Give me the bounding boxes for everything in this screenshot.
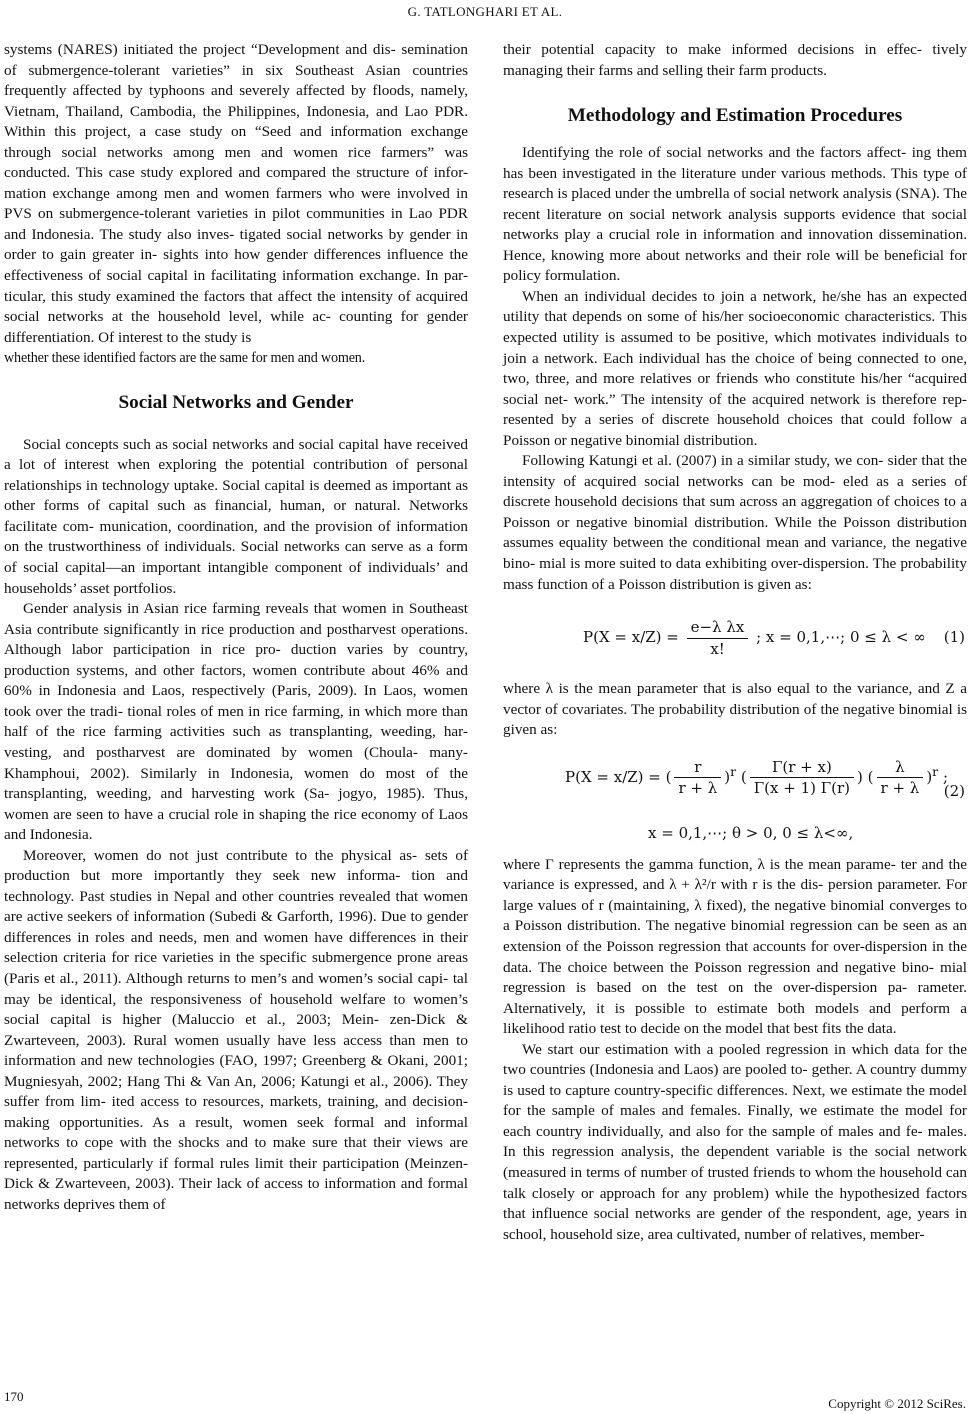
right-paragraph-6: where Γ represents the gamma function, λ is the mean parame- ter and the variance is expressed, and λ + λ²/r with r is the dis- persion parameter. For large values of r (maintaining, λ fixed), the negative binomial converges to a Poisson distribution. The negative binomial regression can be seen as an extension of the Poisson regression that accounts for over-dispersion in the data. The choice between the Poisson regression and negative bino- mial regression is based on the test on the over-dispersion pa- rameter. Alternatively, it is possible to estimate both models and perform a likelihood ratio test to decide on the model that best fits the data. [503,855,967,1038]
copyright-notice: Copyright © 2012 SciRes. [828,1396,966,1411]
eq2-f1-denominator: r + λ [678,779,718,798]
eq1-numerator: e−λ λx [687,617,749,639]
eq2-lhs: P(X = x/Z) = [565,767,661,786]
eq2-f2-numerator: Γ(r + x) [750,757,854,779]
running-head: G. TATLONGHARI ET AL. [407,4,563,19]
eq2-f3-denominator: r + λ [880,779,920,798]
right-paragraph-4: Following Katungi et al. (2007) in a similar study, we con- sider that the intensity of acquired social networks can be mod- eled as a series of discrete household decisions that sum across an aggregation of choices to a Poisson or negative binomial distribution. While the Poisson distribution assumes equality between the conditional mean and variance, the negative bino- mial is more suited to data exhibiting over-dispersion. The probability mass function of a Poisson distribution is given as: [503,452,967,593]
right-paragraph-7: We start our estimation with a pooled regression in which data for the two countries (Indonesia and Laos) are pooled to- gether. A country dummy is used to capture country-specific differences. Next, we estimate the model for the sample of males and females. Finally, we estimate the model for each country individually, and also for the sample of males and fe- males. In this regression analysis, the dependent variable is the social network (measured in terms of number of trusted friends to whom the household can talk closely or approach for any problem) while the hypothesized factors that influence social networks are gender of the respondent, age, years in school, household size, area cultivated, number of relatives, member- [503,1040,967,1243]
page-number: 170 [4,1389,24,1404]
left-paragraph-2: Social concepts such as social networks and social capital have received a lot of interest when exploring the potential contribution of personal relationships in technology uptake. Social capital is deemed as important as other forms of capital such as financial, human, or natural. Networks facilitate com- munication, coordination, and the provision of information on the trustworthiness of individuals. Social networks can serve as a form of social capital—an important intangible component of individuals’ and households’ asset portfolios. [4,435,468,597]
eq1-fraction [687,617,749,659]
eq2-exponent-1: r [730,763,737,779]
eq2-f2-denominator: Γ(x + 1) Γ(r) [753,779,851,798]
eq1-condition: ; x = 0,1,⋯; 0 ≤ λ < ∞ [756,628,926,647]
equation-2: P(X = x/Z) = ( $\frac{r}{r + \lambda}$ )$^r$ ( $\frac{\Gamma(r + x)}{\Gamma(x + 1) \Gamma(r)}$ ) ( $\frac{\lambda}{r + \lambda}$ )$^r$ ; (2) x = 0,1,⋯; θ > 0, 0 ≤ λ<∞, [565,757,965,842]
eq2-condition: x = 0,1,⋯; θ > 0, 0 ≤ λ<∞, [648,823,854,842]
eq1-number: (1) [943,628,965,647]
right-column [503,40,967,1245]
right-paragraph-1: their potential capacity to make informed decisions in effec- tively managing their farms and selling their farm products. [503,41,967,79]
eq1-lhs: P(X = x/Z) = [583,628,679,647]
eq2-fraction-3 [877,757,924,799]
equation-1 [503,607,967,669]
section-heading-social-networks: Social Networks and Gender [118,391,354,413]
left-column [4,40,468,1216]
right-paragraph-5: where λ is the mean parameter that is also equal to the variance, and Z a vector of covariates. The probability distribution of the negative binomial is given as: [503,680,967,739]
left-paragraph-1-tail: whether these identified factors are the same for men and women. [4,350,366,367]
eq2-f3-numerator: λ [877,757,924,779]
eq2-f1-numerator: r [674,757,721,779]
right-paragraph-3: When an individual decides to join a network, he/she has an expected utility that depends on some of his/her socioeconomic characteristics. This expected utility is assumed to be positive, which motivates individuals to join a network. Each individual has the choice of being connected to one, two, three, and more relatives or friends who constitute his/her “acquired social net- work.” The intensity of the acquired network is therefore rep- resented by a series of discrete household choices that could follow a Poisson or negative binomial distribution. [503,287,967,449]
eq1-denominator: x! [710,639,725,658]
eq2-number: (2) [943,781,965,800]
left-paragraph-3: Gender analysis in Asian rice farming reveals that women in Southeast Asia contribute significantly in rice production and postharvest operations. Although labor participation in rice pro- duction varies by country, production systems, and other factors, women contribute about 46% and 60% in Indonesia and Laos, respectively (Paris, 2009). In Laos, women took over the tradi- tional roles of men in rice farming, in which more than half of the rice farming activities such as transplanting, weeding, har- vesting, and postharvest are dominated by women (Choula- many-Khamphoui, 2002). Similarly in Indonesia, women do most of the transplanting, weeding, and harvesting work (Sa- jogyo, 1985). Thus, women are seen to have a crucial role in shaping the rice economy of Laos and Indonesia. [4,600,468,844]
eq2-fraction-2 [750,757,854,799]
right-paragraph-2: Identifying the role of social networks and the factors affect- ing them has been investigated in the literature under various methods. This type of research is placed under the umbrella of social network analysis (SNA). The recent literature on social network analysis supports evidence that social networks play a crucial role in information and innovation dissemination. Hence, knowing more about networks and their role will be beneficial for policy formulation. [503,144,967,285]
eq2-semicolon: ; [942,767,948,786]
left-paragraph-4: Moreover, women do not just contribute to the physical as- sets of production but more importantly they seek new informa- tion and technology. Past studies in Nepal and other countries revealed that women are active seekers of information (Subedi & Garforth, 1996). Due to gender differences in roles and needs, men and women have differences in their selection criteria for rice varieties in the specific submergence prone areas (Paris et al., 2011). Although returns to men’s and women’s social capi- tal may be identical, the responsiveness of household welfare to women’s social capital is higher (Maluccio et al., 2003; Mein- zen-Dick & Zwarteveen, 2003). Rural women usually have less access than men to information and new technologies (FAO, 1997; Greenberg & Okani, 2001; Mugniesyah, 2002; Hang Thi & Van An, 2006; Katungi et al., 2006). They suffer from lim- ited access to resources, markets, training, and decision-making opportunities. As a result, women seek formal and informal networks to cope with the shocks and to make sure that their views are represented, particularly if formal rules limit their participation (Meinzen-Dick & Zwarteveen, 2003). Their lack of access to information and formal networks deprives them of [4,846,468,1213]
section-heading-methodology: Methodology and Estimation Procedures [567,105,903,127]
left-paragraph-1: systems (NARES) initiated the project “Development and dis- semination of submergence-tolerant varieties” in six Southeast Asian countries frequently affected by typhoons and severely affected by floods, namely, Vietnam, Thailand, Cambodia, the Philippines, Indonesia, and Lao PDR. Within this project, a case study on “Seed and information exchange through social networks among men and women rice farmers” was conducted. This case study explored and compared the structure of infor- mation exchange among men and women farmers who were involved in PVS on submergence-tolerant varieties in pilot communities in Lao PDR and Indonesia. The study also inves- tigated social networks by gender in order to gain greater in- sights into how gender differences influence the effectiveness of social capital in facilitating information exchange. In par- ticular, this study examined the factors that affect the intensity of acquired social networks at the household level, while ac- counting for gender differentiation. Of interest to the study is [4,41,468,346]
eq2-exponent-2: r [932,763,939,779]
eq2-fraction-1 [674,757,721,799]
